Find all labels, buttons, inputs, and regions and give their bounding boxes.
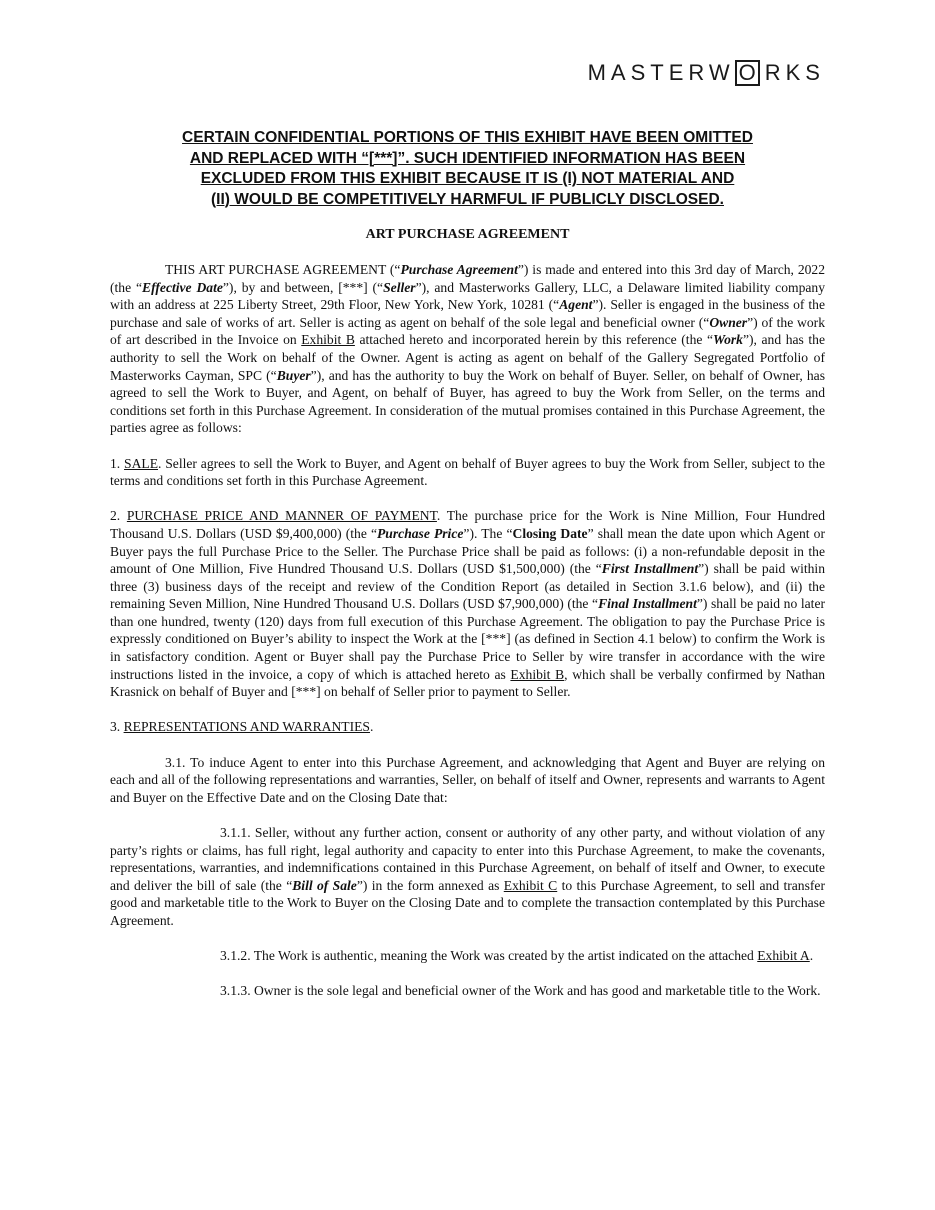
section-heading: SALE <box>124 455 159 471</box>
document-title: ART PURCHASE AGREEMENT <box>365 227 570 242</box>
section-3-heading: 3. REPRESENTATIONS AND WARRANTIES. <box>110 719 374 735</box>
section-2-purchase-price: 2. PURCHASE PRICE AND MANNER OF PAYMENT. The purchase price for the Work is Nine Million, Four Hundred Thousand U.S. Dollars (USD $9,400,000) (the “Purchase Price”). The “Closing Date” shall mean the date upon which Agent or Buyer pays the full Purchase Price to the Seller. The Purchase Price shall be paid as follows: (i) a non-refundable deposit in the amount of One Million, Five Hundred Thousand U.S. Dollars (USD $1,500,000) (the “First Installment”) shall be paid within three (3) business days of the receipt and review of the Condition Report (as detailed in Section 3.1.6 below), and (ii) the remaining Seven Million, Nine Hundred Thousand U.S. Dollars (USD $7,900,000) (the “Final Installment”) shall be paid no later than one hundred, twenty (120) days from full execution of this Purchase Agreement. The obligation to pay the Purchase Price is expressly conditioned on Buyer’s ability to inspect the Work at the [***] (as defined in Section 4.1 below) to confirm the Work is in satisfactory condition. Agent or Buyer shall pay the Purchase Price to Seller by wire transfer in accordance with the wire instructions listed in the invoice, a copy of which is attached hereto as Exhibit B, which shall be verbally confirmed by Nathan Krasnick on behalf of Buyer and [***] on behalf of Seller prior to payment to Seller. <box>110 508 826 700</box>
notice-line: CERTAIN CONFIDENTIAL PORTIONS OF THIS EXHIBIT HAVE BEEN OMITTED <box>182 129 753 146</box>
logo-text-start: MASTERW <box>587 60 735 85</box>
section-heading: PURCHASE PRICE AND MANNER OF PAYMENT <box>126 508 437 524</box>
section-3-1: 3.1. To induce Agent to enter into this Purchase Agreement, and acknowledging that Agent and Buyer are relying on each and all of the following representations and warranties, Seller, on behalf of itself and Owner, represents and warrants to Agent and Buyer on the Effective Date and on the Closing Date that: <box>110 754 825 805</box>
exhibit-c-ref: Exhibit C <box>503 877 558 893</box>
agreement-body <box>110 261 825 1018</box>
logo-text-end: RKS <box>764 60 825 85</box>
logo-boxed-letter: O <box>735 60 760 86</box>
confidentiality-notice <box>110 128 825 210</box>
section-heading: REPRESENTATIONS AND WARRANTIES <box>123 719 370 735</box>
section-3-1-3: 3.1.3. Owner is the sole legal and beneficial owner of the Work and has good and marketable title to the Work. <box>220 983 821 999</box>
section-3-1-1: 3.1.1. Seller, without any further action, consent or authority of any other party, and without violation of any party’s rights or claims, has full right, legal authority and capacity to enter into this Purchase Agreement, to make the covenants, representations, warranties, and indemnifications contained in this Purchase Agreement, on behalf of itself and Owner, to execute and deliver the bill of sale (the “Bill of Sale”) in the form annexed as Exhibit C to this Purchase Agreement, to sell and transfer good and marketable title to the Work to Buyer on the Closing Date and to complete the transaction contemplated by this Purchase Agreement. <box>110 825 825 928</box>
masterworks-logo <box>588 60 825 86</box>
notice-line: (II) WOULD BE COMPETITIVELY HARMFUL IF PUBLICLY DISCLOSED. <box>211 190 724 208</box>
section-3-1-2: 3.1.2. The Work is authentic, meaning the Work was created by the artist indicated on the attached Exhibit A. <box>220 948 814 964</box>
exhibit-b-ref: Exhibit B <box>301 332 355 348</box>
intro-paragraph: THIS ART PURCHASE AGREEMENT (“Purchase Agreement”) is made and entered into this 3rd day of March, 2022 (the “Effective Date”), by and between, [***] (“Seller”), and Masterworks Gallery, LLC, a Delaware limited liability company with an address at 225 Liberty Street, 29th Floor, New York, New York, 10281 (“Agent”). Seller is engaged in the business of the purchase and sale of works of art. Seller is acting as agent on behalf of the sole legal and beneficial owner (“Owner”) of the work of art described in the Invoice on Exhibit B attached hereto and incorporated herein by this reference (the “Work”), and has the authority to sell the Work on behalf of the Owner. Agent is acting as agent on behalf of the Gallery Segregated Portfolio of Masterworks Cayman, SPC (“Buyer”), and has the authority to buy the Work on behalf of Buyer. Seller, on behalf of Owner, has agreed to sell the Work to Buyer, and Agent, on behalf of Buyer, has agreed to buy the Work from Seller, on the terms and conditions set forth in this Purchase Agreement. In consideration of the mutual promises contained in this Purchase Agreement, the parties agree as follows: <box>110 262 826 436</box>
notice-line: AND REPLACED WITH “[***]”. SUCH IDENTIFIED INFORMATION HAS BEEN <box>189 149 746 167</box>
exhibit-a-ref: Exhibit A <box>757 948 810 964</box>
exhibit-b-ref: Exhibit B <box>510 666 565 682</box>
section-1-sale: 1. SALE. Seller agrees to sell the Work to Buyer, and Agent on behalf of Buyer agrees to buy the Work from Seller, subject to the terms and conditions set forth in this Purchase Agreement. <box>110 455 825 489</box>
notice-line: EXCLUDED FROM THIS EXHIBIT BECAUSE IT IS (I) NOT MATERIAL AND <box>200 170 735 187</box>
